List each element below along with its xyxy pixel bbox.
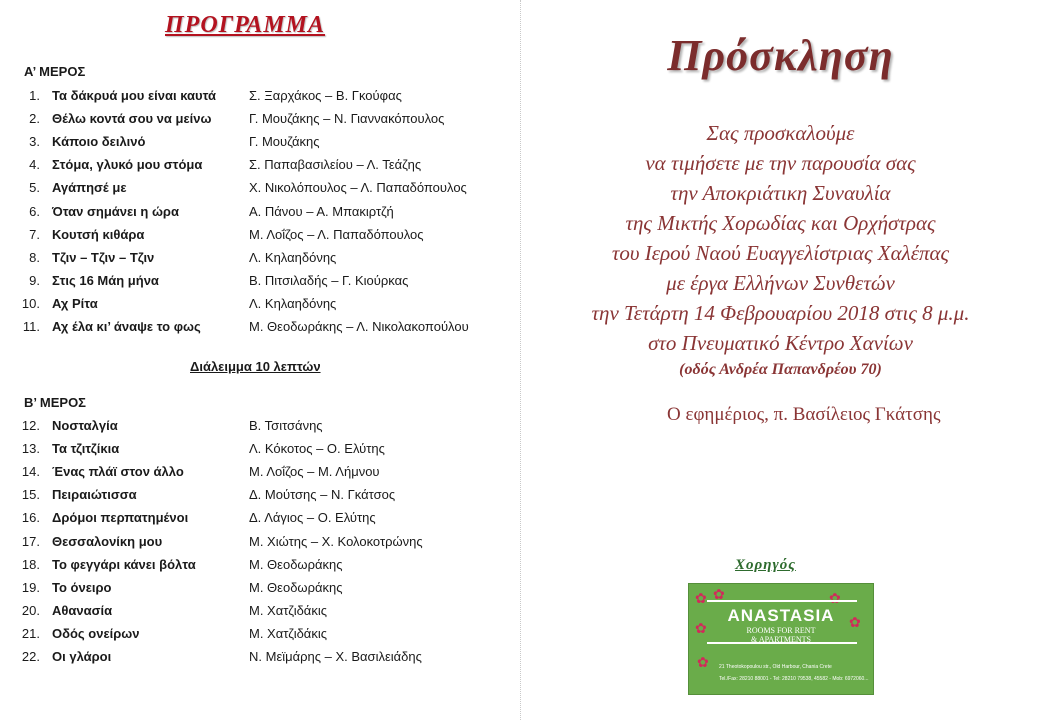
song-composer: Λ. Κόκοτος – Ο. Ελύτης	[249, 441, 385, 457]
part-a-heading: Α’ ΜΕΡΟΣ	[24, 64, 86, 79]
intermission-label: Διάλειμμα 10 λεπτών	[190, 359, 321, 374]
song-composer: Ν. Μεϊμάρης – Χ. Βασιλειάδης	[249, 649, 422, 664]
song-title: Πειραιώτισσα	[52, 487, 137, 503]
flower-icon: ✿	[697, 654, 709, 670]
invitation-line: να τιμήσετε με την παρουσία σας	[645, 151, 916, 175]
sponsor-contact: Tel./Fax: 28210 88001 - Tel: 28210 79538, 45582 - Mob: 6972060...	[719, 676, 869, 682]
flower-icon: ✿	[849, 614, 861, 630]
flower-icon: ✿	[713, 586, 725, 602]
song-title: Οδός ονείρων	[52, 625, 140, 641]
song-composer: Μ. Θεοδωράκης	[249, 556, 343, 572]
song-num: 10.	[21, 295, 40, 311]
song-composer: Σ. Ξαρχάκος – Β. Γκούφας	[249, 88, 402, 103]
song-composer: Μ. Θεοδωράκης – Λ. Νικολακοπούλου	[249, 319, 469, 334]
sponsor-subtitle-line-2: & APARTMENTS	[751, 635, 811, 644]
song-composer: Μ. Λοΐζος – Μ. Λήμνου	[249, 464, 380, 480]
invitation-title: Πρόσκληση	[667, 31, 894, 80]
song-composer: Μ. Θεοδωράκης	[249, 579, 343, 595]
song-composer: Λ. Κηλαηδόνης	[249, 295, 337, 311]
song-title: Αχ έλα κι’ άναψε το φως	[52, 319, 201, 334]
song-num: 8.	[29, 249, 40, 265]
song-num: 3.	[29, 134, 40, 150]
song-title: Κάποιο δειλινό	[52, 134, 146, 150]
song-composer: Μ. Χιώτης – Χ. Κολοκοτρώνης	[249, 533, 423, 549]
song-num: 5.	[29, 180, 40, 196]
priest-signature: Ο εφημέριος, π. Βασίλειος Γκάτσης	[667, 404, 941, 425]
invitation-line: την Αποκριάτικη Συναυλία	[670, 181, 891, 205]
invitation-line: με έργα Ελλήνων Συνθετών	[666, 271, 895, 295]
sponsor-subtitle-line-1: ROOMS FOR RENT	[746, 626, 816, 635]
song-title: Στόμα, γλυκό μου στόμα	[52, 157, 203, 173]
song-composer: Β. Πιτσιλαδής – Γ. Κιούρκας	[249, 272, 409, 288]
song-title: Ένας πλάϊ στον άλλο	[52, 464, 184, 480]
sponsor-label: Χορηγός	[735, 557, 796, 573]
song-num: 2.	[29, 111, 40, 127]
song-title: Όταν σημάνει η ώρα	[52, 203, 179, 219]
song-title: Το φεγγάρι κάνει βόλτα	[52, 556, 196, 572]
song-title: Θεσσαλονίκη μου	[52, 533, 163, 549]
song-composer: Μ. Χατζιδάκις	[249, 625, 327, 641]
song-num: 16.	[21, 510, 40, 526]
song-composer: Γ. Μουζάκης	[249, 134, 320, 150]
song-composer: Δ. Μούτσης – Ν. Γκάτσος	[249, 487, 396, 503]
song-num: 22.	[21, 649, 40, 664]
song-num: 4.	[29, 157, 40, 173]
invitation-line: της Μικτής Χορωδίας και Ορχήστρας	[625, 211, 936, 235]
song-num: 15.	[21, 487, 40, 503]
song-composer: Γ. Μουζάκης – Ν. Γιαννακόπουλος	[249, 111, 445, 127]
song-title: Στις 16 Μάη μήνα	[52, 272, 159, 288]
song-num: 20.	[21, 602, 40, 618]
song-title: Θέλω κοντά σου να μείνω	[52, 111, 212, 127]
flower-icon: ✿	[695, 590, 707, 606]
song-num: 21.	[21, 625, 40, 641]
song-title: Τα δάκρυά μου είναι καυτά	[52, 88, 217, 103]
song-composer: Σ. Παπαβασιλείου – Λ. Τεάζης	[249, 157, 422, 173]
song-title: Οι γλάροι	[52, 649, 112, 664]
invitation-line: στο Πνευματικό Κέντρο Χανίων	[648, 331, 913, 355]
song-title: Τζιν – Τζιν – Τζιν	[52, 249, 155, 265]
song-title: Τα τζιτζίκια	[52, 441, 120, 457]
song-num: 9.	[29, 272, 40, 288]
song-title: Αγάπησέ με	[52, 180, 127, 196]
song-num: 19.	[21, 579, 40, 595]
invitation-panel	[521, 0, 1040, 720]
sponsor-subtitle	[689, 626, 873, 644]
song-num: 11.	[22, 319, 40, 334]
song-composer: Α. Πάνου – Α. Μπακιρτζή	[249, 203, 394, 219]
song-title: Αθανασία	[52, 602, 113, 618]
song-title: Το όνειρο	[52, 579, 112, 595]
song-num: 13.	[21, 441, 40, 457]
flower-icon: ✿	[829, 590, 841, 606]
part-b-heading: Β’ ΜΕΡΟΣ	[24, 395, 86, 410]
program-title: ΠΡΟΓΡΑΜΜΑ	[165, 12, 326, 38]
song-num: 6.	[29, 203, 40, 219]
sponsor-logo	[688, 583, 874, 695]
song-num: 14.	[21, 464, 40, 480]
song-composer: Μ. Χατζιδάκις	[249, 602, 327, 618]
song-composer: Χ. Νικολόπουλος – Λ. Παπαδόπουλος	[249, 180, 467, 196]
song-title: Νοσταλγία	[52, 418, 118, 433]
invitation-line: του Ιερού Ναού Ευαγγελίστριας Χαλέπας	[611, 241, 950, 265]
song-num: 1.	[29, 88, 40, 103]
song-composer: Δ. Λάγιος – Ο. Ελύτης	[249, 510, 376, 526]
venue-address: (οδός Ανδρέα Παπανδρέου 70)	[679, 361, 882, 378]
invitation-line: Σας προσκαλούμε	[706, 121, 855, 145]
song-composer: Β. Τσιτσάνης	[249, 418, 323, 433]
sponsor-name: ANASTASIA	[727, 606, 835, 625]
song-title: Κουτσή κιθάρα	[52, 226, 145, 242]
song-num: 18.	[21, 556, 40, 572]
song-num: 12.	[21, 418, 40, 433]
sponsor-address: 21 Theotokopoulou str., Old Harbour, Chania Crete	[719, 664, 832, 670]
invitation-text	[521, 118, 1040, 382]
song-num: 17.	[21, 533, 40, 549]
song-composer: Μ. Λοΐζος – Λ. Παπαδόπουλος	[249, 226, 424, 242]
song-num: 7.	[29, 226, 40, 242]
invitation-line: την Τετάρτη 14 Φεβρουαρίου 2018 στις 8 μ.μ.	[591, 301, 970, 325]
song-title: Αχ Ρίτα	[52, 295, 98, 311]
song-title: Δρόμοι περπατημένοι	[52, 510, 189, 526]
song-composer: Λ. Κηλαηδόνης	[249, 249, 337, 265]
flower-icon: ✿	[695, 620, 707, 636]
